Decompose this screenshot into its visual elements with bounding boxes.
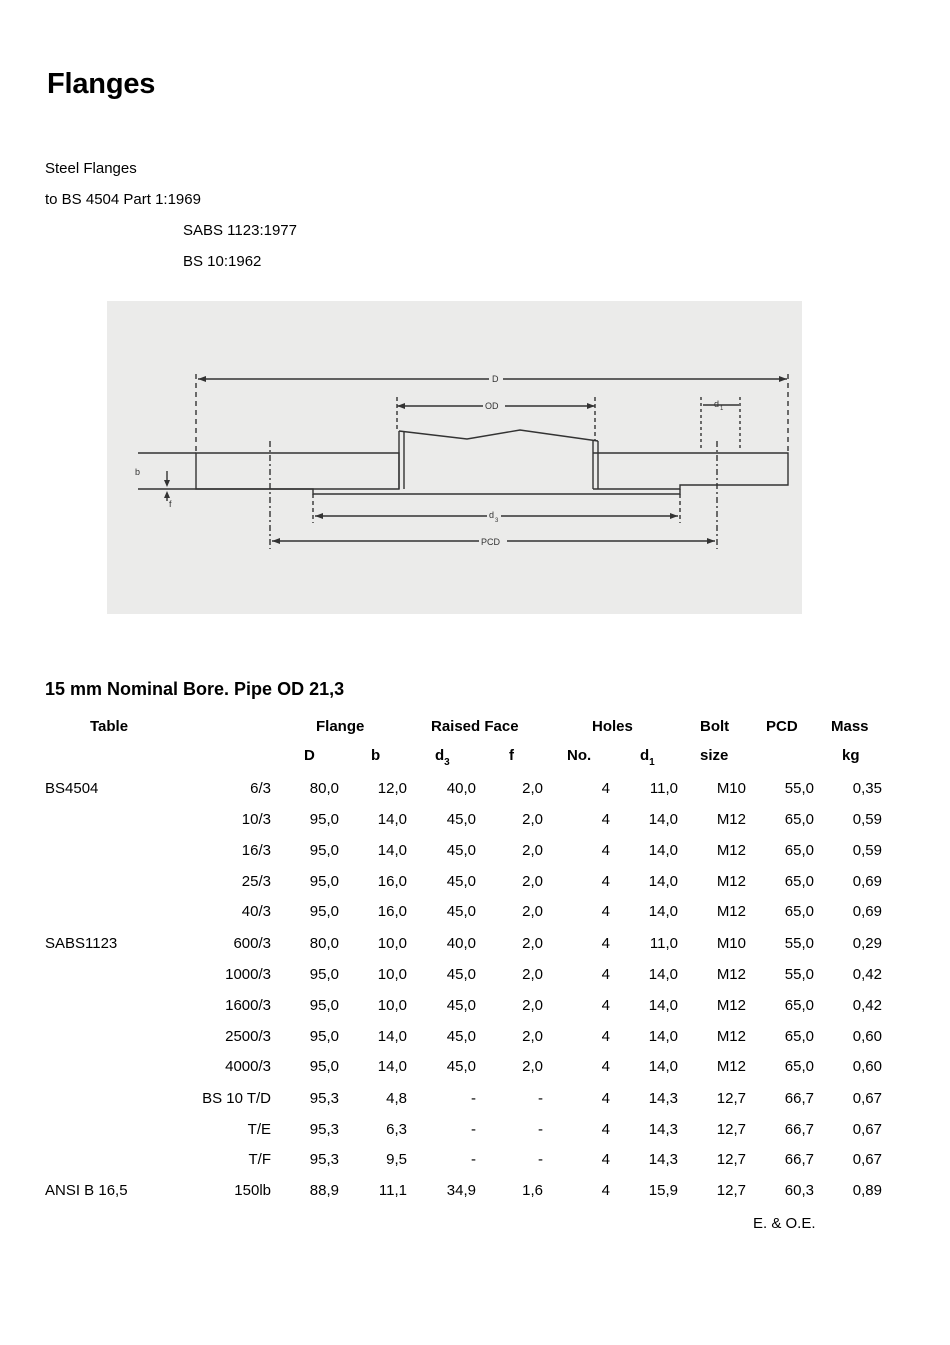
cell-b: 11,1 bbox=[378, 1182, 407, 1199]
label-f: f bbox=[169, 499, 172, 509]
cell-f: 1,6 bbox=[522, 1182, 543, 1199]
cell-mass: 0,60 bbox=[852, 1028, 882, 1045]
cell-b: 16,0 bbox=[377, 903, 407, 920]
cell-b: 9,5 bbox=[386, 1151, 407, 1168]
cell-pcd: 55,0 bbox=[784, 780, 814, 797]
cell-b: 10,0 bbox=[377, 966, 407, 983]
cell-d1: 14,0 bbox=[648, 873, 678, 890]
cell-mass: 0,42 bbox=[852, 966, 882, 983]
cell-holes-no: 4 bbox=[601, 1121, 610, 1138]
flange-drawing bbox=[107, 301, 802, 614]
cell-D: 95,0 bbox=[309, 842, 339, 859]
cell-holes-no: 4 bbox=[601, 780, 610, 797]
cell-D: 95,3 bbox=[309, 1151, 339, 1168]
cell-standard: SABS1123 bbox=[45, 935, 118, 952]
cell-f: 2,0 bbox=[522, 966, 543, 983]
cell-pcd: 65,0 bbox=[784, 997, 814, 1014]
cell-table: 10/3 bbox=[241, 811, 271, 828]
cell-holes-no: 4 bbox=[601, 1090, 610, 1107]
cell-table: 40/3 bbox=[241, 903, 271, 920]
cell-bolt-size: M10 bbox=[716, 935, 746, 952]
cell-holes-no: 4 bbox=[601, 873, 610, 890]
cell-table: T/F bbox=[248, 1151, 271, 1168]
cell-b: 10,0 bbox=[377, 997, 407, 1014]
cell-pcd: 65,0 bbox=[784, 1058, 814, 1075]
cell-D: 80,0 bbox=[309, 935, 339, 952]
cell-bolt-size: M12 bbox=[716, 842, 746, 859]
cell-d3: 40,0 bbox=[446, 935, 476, 952]
cell-b: 10,0 bbox=[377, 935, 407, 952]
cell-holes-no: 4 bbox=[601, 966, 610, 983]
cell-holes-no: 4 bbox=[601, 1028, 610, 1045]
cell-holes-no: 4 bbox=[601, 811, 610, 828]
cell-table: BS 10 T/D bbox=[202, 1090, 271, 1107]
cell-standard: ANSI B 16,5 bbox=[45, 1182, 128, 1199]
cell-table: 4000/3 bbox=[225, 1058, 271, 1075]
cell-table: 1600/3 bbox=[225, 997, 271, 1014]
cell-holes-no: 4 bbox=[601, 1058, 610, 1075]
cell-holes-no: 4 bbox=[601, 1151, 610, 1168]
cell-pcd: 55,0 bbox=[784, 935, 814, 952]
cell-d3: 45,0 bbox=[446, 1028, 476, 1045]
cell-bolt-size: M12 bbox=[716, 1028, 746, 1045]
cell-f: 2,0 bbox=[522, 780, 543, 797]
cell-d3: 45,0 bbox=[446, 842, 476, 859]
cell-holes-no: 4 bbox=[601, 842, 610, 859]
cell-mass: 0,59 bbox=[852, 842, 882, 859]
intro-line-bs4504: to BS 4504 Part 1:1969 bbox=[45, 191, 201, 208]
cell-d1: 14,0 bbox=[648, 903, 678, 920]
cell-f: 2,0 bbox=[522, 1028, 543, 1045]
cell-f: - bbox=[538, 1090, 543, 1107]
cell-d3: - bbox=[471, 1121, 476, 1138]
cell-f: 2,0 bbox=[522, 1058, 543, 1075]
cell-standard: BS4504 bbox=[45, 780, 99, 797]
cell-d3: - bbox=[471, 1090, 476, 1107]
cell-f: - bbox=[538, 1151, 543, 1168]
subheader-no: No. bbox=[567, 747, 592, 764]
cell-pcd: 55,0 bbox=[784, 966, 814, 983]
cell-D: 95,0 bbox=[309, 1028, 339, 1045]
cell-mass: 0,89 bbox=[852, 1182, 882, 1199]
header-holes: Holes bbox=[592, 718, 633, 735]
label-PCD: PCD bbox=[481, 537, 501, 547]
cell-d1: 11,0 bbox=[649, 780, 678, 797]
label-d1: d bbox=[714, 399, 720, 409]
cell-mass: 0,42 bbox=[852, 997, 882, 1014]
footer-eoe: E. & O.E. bbox=[753, 1215, 816, 1232]
intro-line-bs10: BS 10:1962 bbox=[183, 253, 262, 270]
cell-f: 2,0 bbox=[522, 842, 543, 859]
subheader-d1-sub: 1 bbox=[649, 757, 655, 768]
cell-mass: 0,67 bbox=[852, 1121, 882, 1138]
cell-mass: 0,59 bbox=[852, 811, 882, 828]
cell-D: 95,0 bbox=[309, 997, 339, 1014]
cell-b: 16,0 bbox=[377, 873, 407, 890]
cell-d3: 45,0 bbox=[446, 903, 476, 920]
cell-d3: - bbox=[471, 1151, 476, 1168]
cell-b: 14,0 bbox=[377, 1058, 407, 1075]
header-mass: Mass bbox=[831, 718, 869, 735]
header-bolt: Bolt bbox=[700, 718, 730, 735]
cell-pcd: 65,0 bbox=[784, 811, 814, 828]
cell-pcd: 65,0 bbox=[784, 842, 814, 859]
cell-f: 2,0 bbox=[522, 873, 543, 890]
label-d1-sub: 1 bbox=[720, 406, 724, 412]
cell-table: 25/3 bbox=[241, 873, 271, 890]
cell-b: 14,0 bbox=[377, 811, 407, 828]
subheader-d3: $d_3$ bbox=[435, 747, 450, 768]
cell-D: 95,3 bbox=[309, 1090, 339, 1107]
cell-d3: 45,0 bbox=[446, 997, 476, 1014]
cell-holes-no: 4 bbox=[601, 997, 610, 1014]
cell-D: 95,0 bbox=[309, 966, 339, 983]
cell-mass: 0,60 bbox=[852, 1058, 882, 1075]
cell-bolt-size: 12,7 bbox=[716, 1090, 746, 1107]
cell-b: 14,0 bbox=[377, 842, 407, 859]
label-d3-sub: 3 bbox=[495, 518, 499, 524]
cell-pcd: 60,3 bbox=[784, 1182, 814, 1199]
cell-d1: 14,0 bbox=[648, 997, 678, 1014]
label-b: b bbox=[135, 467, 141, 477]
cell-d1: 14,0 bbox=[648, 966, 678, 983]
cell-bolt-size: 12,7 bbox=[716, 1151, 746, 1168]
cell-d1: 15,9 bbox=[648, 1182, 678, 1199]
subheader-kg: kg bbox=[842, 747, 860, 764]
cell-d3: 45,0 bbox=[446, 1058, 476, 1075]
cell-bolt-size: M12 bbox=[716, 811, 746, 828]
subheader-size: size bbox=[700, 747, 729, 764]
cell-d1: 11,0 bbox=[649, 935, 678, 952]
cell-bolt-size: M12 bbox=[716, 966, 746, 983]
cell-mass: 0,69 bbox=[852, 903, 882, 920]
cell-d1: 14,3 bbox=[648, 1090, 678, 1107]
cell-d3: 45,0 bbox=[446, 966, 476, 983]
cell-table: 600/3 bbox=[233, 935, 271, 952]
cell-holes-no: 4 bbox=[601, 1182, 610, 1199]
cell-pcd: 66,7 bbox=[784, 1151, 814, 1168]
cell-D: 95,0 bbox=[309, 1058, 339, 1075]
subheader-D: D bbox=[304, 747, 315, 764]
page-title: Flanges bbox=[47, 68, 156, 100]
cell-d3: 45,0 bbox=[446, 811, 476, 828]
cell-mass: 0,29 bbox=[852, 935, 882, 952]
cell-bolt-size: 12,7 bbox=[716, 1182, 746, 1199]
cell-pcd: 65,0 bbox=[784, 903, 814, 920]
cell-table: T/E bbox=[247, 1121, 271, 1138]
cell-f: 2,0 bbox=[522, 811, 543, 828]
cell-table: 1000/3 bbox=[225, 966, 271, 983]
table-heading: 15 mm Nominal Bore. Pipe OD 21,3 bbox=[45, 679, 345, 699]
cell-D: 95,0 bbox=[309, 903, 339, 920]
cell-pcd: 66,7 bbox=[784, 1090, 814, 1107]
cell-b: 6,3 bbox=[386, 1121, 407, 1138]
cell-bolt-size: M12 bbox=[716, 903, 746, 920]
cell-d1: 14,3 bbox=[648, 1121, 678, 1138]
cell-f: 2,0 bbox=[522, 935, 543, 952]
cell-d3: 40,0 bbox=[446, 780, 476, 797]
cell-table: 2500/3 bbox=[225, 1028, 271, 1045]
cell-table: 16/3 bbox=[241, 842, 271, 859]
header-flange: Flange bbox=[316, 718, 365, 735]
cell-b: 14,0 bbox=[377, 1028, 407, 1045]
subheader-b: b bbox=[371, 747, 381, 764]
cell-D: 95,3 bbox=[309, 1121, 339, 1138]
cell-holes-no: 4 bbox=[601, 903, 610, 920]
cell-mass: 0,67 bbox=[852, 1090, 882, 1107]
cell-d1: 14,3 bbox=[648, 1151, 678, 1168]
cell-d1: 14,0 bbox=[648, 1028, 678, 1045]
cell-d3: 34,9 bbox=[446, 1182, 476, 1199]
header-pcd: PCD bbox=[766, 718, 798, 735]
label-OD: OD bbox=[485, 401, 499, 411]
cell-d1: 14,0 bbox=[648, 811, 678, 828]
subheader-d3-sub: 3 bbox=[444, 757, 450, 768]
intro-line-sabs1123: SABS 1123:1977 bbox=[183, 222, 297, 239]
cell-bolt-size: M12 bbox=[716, 873, 746, 890]
subheader-d1: $d_1$ bbox=[640, 747, 655, 768]
cell-D: 80,0 bbox=[309, 780, 339, 797]
cell-bolt-size: M12 bbox=[716, 997, 746, 1014]
cell-D: 88,9 bbox=[309, 1182, 339, 1199]
header-raised-face: Raised Face bbox=[431, 718, 519, 735]
cell-pcd: 65,0 bbox=[784, 1028, 814, 1045]
cell-d1: 14,0 bbox=[648, 1058, 678, 1075]
cell-f: - bbox=[538, 1121, 543, 1138]
cell-pcd: 66,7 bbox=[784, 1121, 814, 1138]
label-d3: d bbox=[489, 510, 495, 520]
cell-mass: 0,35 bbox=[852, 780, 882, 797]
flange-diagram bbox=[107, 301, 802, 614]
cell-b: 12,0 bbox=[377, 780, 407, 797]
cell-bolt-size: 12,7 bbox=[716, 1121, 746, 1138]
cell-d3: 45,0 bbox=[446, 873, 476, 890]
cell-b: 4,8 bbox=[386, 1090, 407, 1107]
cell-bolt-size: M12 bbox=[716, 1058, 746, 1075]
cell-mass: 0,67 bbox=[852, 1151, 882, 1168]
subheader-f: f bbox=[509, 747, 514, 764]
cell-d1: 14,0 bbox=[648, 842, 678, 859]
intro-line-steel-flanges: Steel Flanges bbox=[45, 160, 137, 177]
cell-D: 95,0 bbox=[309, 811, 339, 828]
cell-holes-no: 4 bbox=[601, 935, 610, 952]
cell-bolt-size: M10 bbox=[716, 780, 746, 797]
cell-D: 95,0 bbox=[309, 873, 339, 890]
header-table: Table bbox=[90, 718, 129, 735]
cell-table: 150lb bbox=[234, 1182, 271, 1199]
cell-pcd: 65,0 bbox=[784, 873, 814, 890]
cell-table: 6/3 bbox=[250, 780, 271, 797]
cell-mass: 0,69 bbox=[852, 873, 882, 890]
label-D: D bbox=[492, 374, 499, 384]
cell-f: 2,0 bbox=[522, 903, 543, 920]
cell-f: 2,0 bbox=[522, 997, 543, 1014]
